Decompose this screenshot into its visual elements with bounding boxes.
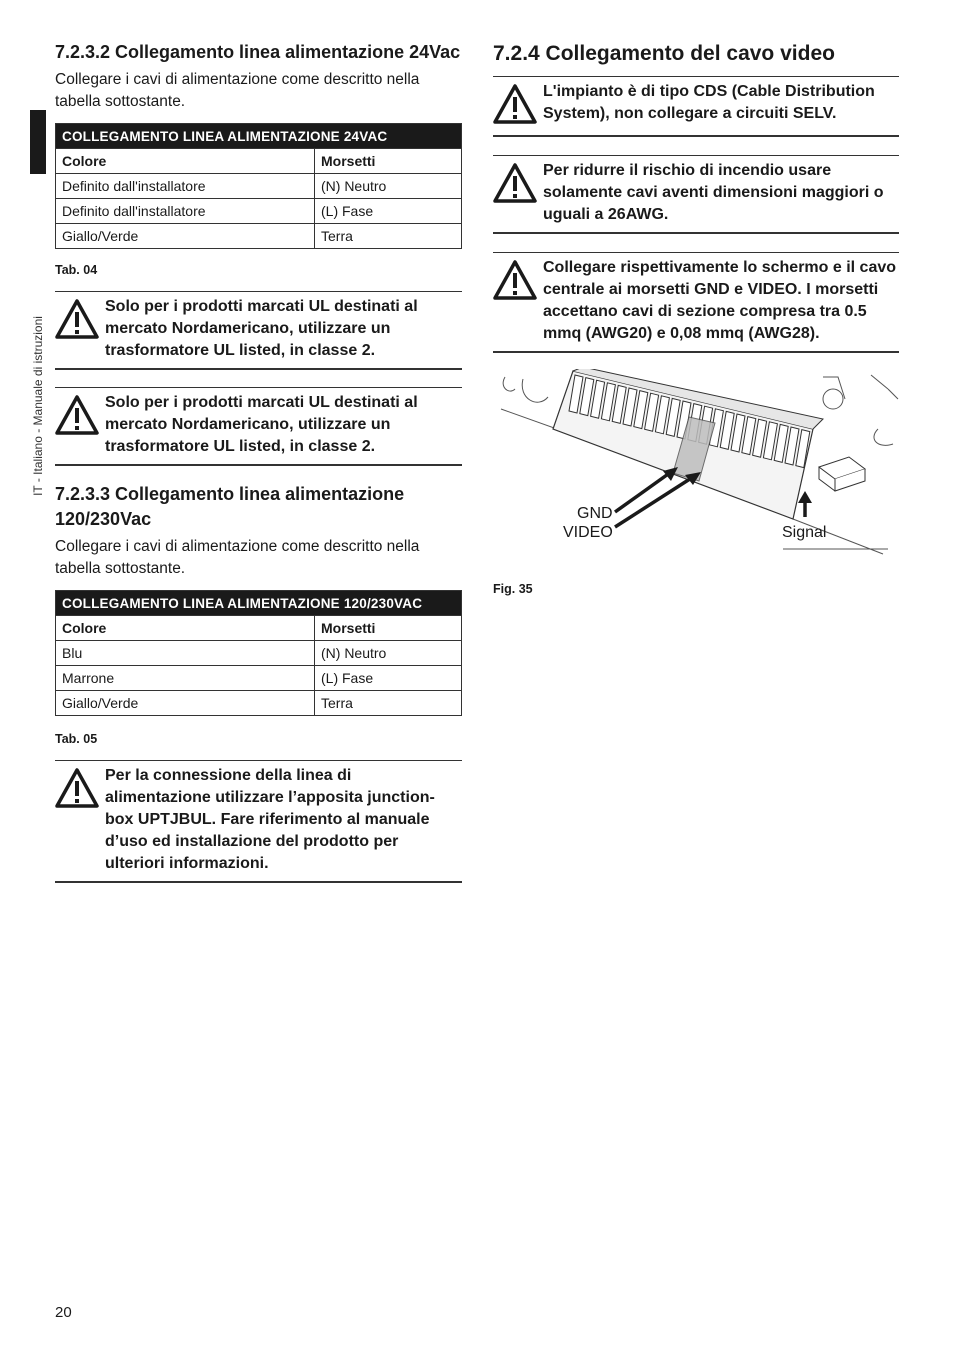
warning-text: Solo per i prodotti marcati UL destinati al mercato Nordamericano, utilizzare un trasformatore UL listed, in classe 2. xyxy=(105,394,418,455)
terminal-block-figure xyxy=(493,369,899,564)
col-header-morsetti: Morsetti xyxy=(315,616,462,641)
table-cell: Blu xyxy=(56,641,315,666)
table-row xyxy=(56,224,462,249)
table-row xyxy=(56,641,462,666)
col-header-morsetti: Morsetti xyxy=(315,149,462,174)
table-cell: (L) Fase xyxy=(315,666,462,691)
warning-box xyxy=(55,387,462,466)
warning-box xyxy=(493,155,899,234)
warning-text: Per ridurre il rischio di incendio usare solamente cavi aventi dimensioni maggiori o uguali a 26AWG. xyxy=(543,162,884,223)
warning-text: Collegare rispettivamente lo schermo e il cavo centrale ai morsetti GND e VIDEO. I morsetti accettano cavi di sezione compresa tra 0.5 mmq (AWG20) e 0,08 mmq (AWG28). xyxy=(543,259,897,342)
table-caption: Tab. 05 xyxy=(55,732,98,746)
warning-triangle-icon xyxy=(493,84,543,129)
left-column xyxy=(55,40,462,883)
table-cell: Terra xyxy=(315,224,462,249)
table-cell: Marrone xyxy=(56,666,315,691)
table-header: COLLEGAMENTO LINEA ALIMENTAZIONE 24VAC xyxy=(56,124,462,149)
terminal-block-drawing xyxy=(493,369,899,564)
warning-box xyxy=(55,760,462,883)
table-cell: Terra xyxy=(315,691,462,716)
warning-box xyxy=(493,252,899,353)
table-cell: (N) Neutro xyxy=(315,641,462,666)
warning-text: Solo per i prodotti marcati UL destinati al mercato Nordamericano, utilizzare un trasformatore UL listed, in classe 2. xyxy=(105,298,418,359)
warning-triangle-icon xyxy=(55,395,105,440)
section-title-230vac: 7.2.3.3 Collegamento linea alimentazione 120/230Vac xyxy=(55,484,405,529)
warning-triangle-icon xyxy=(55,768,105,813)
table-row xyxy=(56,174,462,199)
warning-triangle-icon xyxy=(493,163,543,208)
side-tab-marker xyxy=(30,110,46,174)
warning-box xyxy=(55,291,462,370)
table-row xyxy=(56,199,462,224)
section-intro-230vac: Collegare i cavi di alimentazione come descritto nella tabella sottostante. xyxy=(55,538,420,577)
col-header-colore: Colore xyxy=(56,616,315,641)
table-cell: Definito dall'installatore xyxy=(56,174,315,199)
section-title-video: 7.2.4 Collegamento del cavo video xyxy=(493,42,835,65)
warning-box xyxy=(493,76,899,137)
page-number: 20 xyxy=(55,1304,72,1321)
warning-triangle-icon xyxy=(493,260,543,305)
section-intro-24vac: Collegare i cavi di alimentazione come descritto nella tabella sottostante. xyxy=(55,71,420,110)
table-header: COLLEGAMENTO LINEA ALIMENTAZIONE 120/230VAC xyxy=(56,591,462,616)
table-cell: Giallo/Verde xyxy=(56,224,315,249)
table-row xyxy=(56,691,462,716)
col-header-colore: Colore xyxy=(56,149,315,174)
label-gnd: GND xyxy=(577,505,613,522)
warning-triangle-icon xyxy=(55,299,105,344)
table-cell: (N) Neutro xyxy=(315,174,462,199)
figure-caption: Fig. 35 xyxy=(493,582,533,596)
section-title-24vac: 7.2.3.2 Collegamento linea alimentazione 24Vac xyxy=(55,42,461,62)
table-cell: Definito dall'installatore xyxy=(56,199,315,224)
table-cell: (L) Fase xyxy=(315,199,462,224)
table-row xyxy=(56,666,462,691)
label-video: VIDEO xyxy=(563,524,613,541)
warning-text: Per la connessione della linea di alimentazione utilizzare l’apposita junction-box UPTJBUL. Fare riferimento al manuale d’uso ed installazione del prodotto per ulteriori informazioni. xyxy=(105,767,435,872)
table-cell: Giallo/Verde xyxy=(56,691,315,716)
table-230vac xyxy=(55,590,462,716)
right-column xyxy=(493,40,899,596)
side-running-header: IT - Italiano - Manuale di istruzioni xyxy=(31,316,45,496)
table-caption: Tab. 04 xyxy=(55,263,98,277)
label-signal: Signal xyxy=(782,524,827,541)
table-24vac xyxy=(55,123,462,249)
warning-text: L'impianto è di tipo CDS (Cable Distribution System), non collegare a circuiti SELV. xyxy=(543,83,875,122)
